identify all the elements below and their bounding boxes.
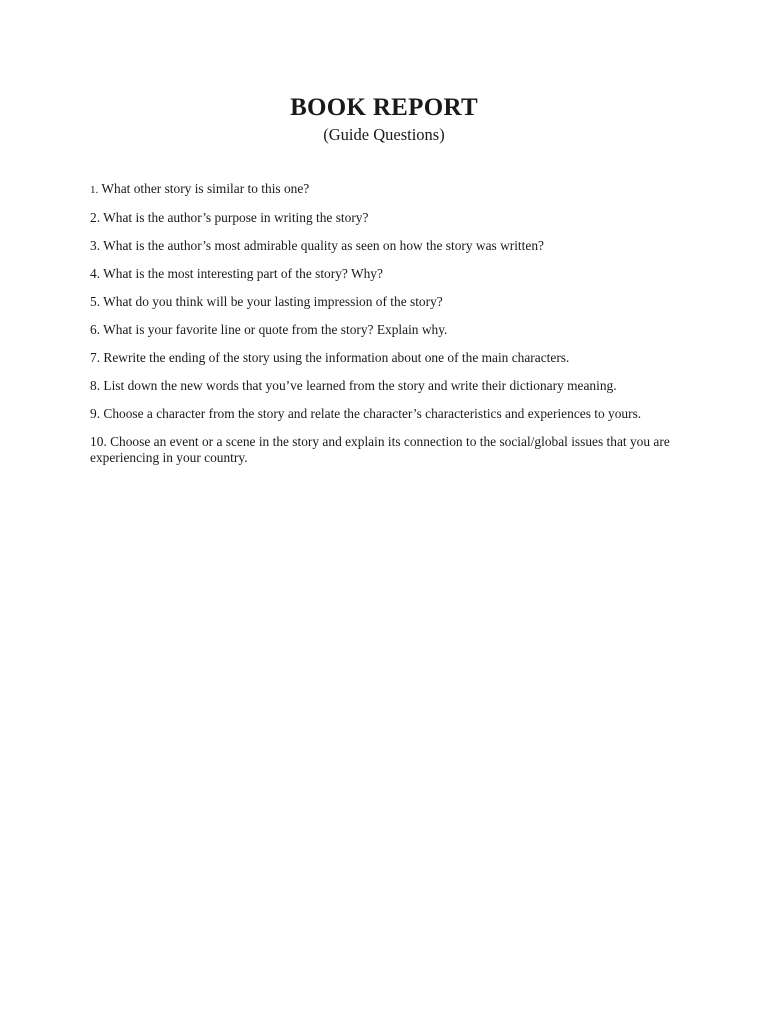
question-number: 7. (90, 350, 101, 365)
question-text: What is the most interesting part of the story? Why? (103, 266, 383, 281)
question-item (90, 434, 690, 466)
question-list (90, 181, 690, 478)
question-text: Choose an event or a scene in the story and explain its connection to the social/global issues that you are experiencing in your country. (90, 434, 670, 465)
question-text: What is your favorite line or quote from the story? Explain why. (103, 322, 448, 337)
page-title: BOOK REPORT (290, 94, 478, 121)
question-text: What other story is similar to this one? (101, 181, 310, 196)
question-text: What do you think will be your lasting impression of the story? (103, 294, 443, 309)
question-text: List down the new words that you’ve learned from the story and write their dictionary meaning. (103, 378, 617, 393)
question-number: 8. (90, 378, 101, 393)
question-text: What is the author’s most admirable quality as seen on how the story was written? (103, 238, 544, 253)
question-number: 6. (90, 322, 101, 337)
question-item (90, 181, 690, 198)
question-item (90, 238, 690, 254)
question-item (90, 378, 690, 394)
question-item (90, 406, 690, 422)
question-text: Rewrite the ending of the story using the information about one of the main characters. (103, 350, 570, 365)
question-number: 2. (90, 210, 101, 225)
question-number: 4. (90, 266, 101, 281)
page-subtitle: (Guide Questions) (323, 125, 445, 144)
question-number: 9. (90, 406, 101, 421)
question-number: 5. (90, 294, 101, 309)
question-text: What is the author’s purpose in writing the story? (103, 210, 369, 225)
question-number: 3. (90, 238, 101, 253)
question-item (90, 294, 690, 310)
question-item (90, 322, 690, 338)
question-number: 10. (90, 434, 107, 449)
question-number: 1. (90, 184, 99, 196)
question-item (90, 350, 690, 366)
question-text: Choose a character from the story and relate the character’s characteristics and experiences to yours. (103, 406, 642, 421)
question-item (90, 210, 690, 226)
question-item (90, 266, 690, 282)
